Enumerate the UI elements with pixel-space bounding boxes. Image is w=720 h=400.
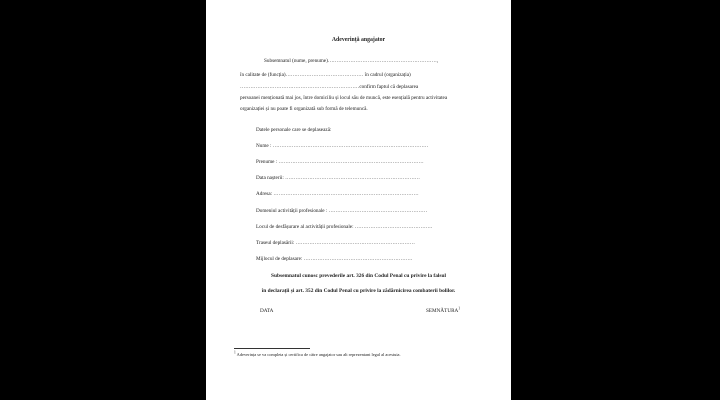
page-title: Adeverință angajator	[331, 37, 386, 43]
footnote-divider	[234, 348, 310, 349]
intro-line-3: ……………………………………………………………confirm faptul că deplasarea	[240, 84, 419, 90]
field-domeniul-activitatii: Domeniul activității profesionale : …………………………………………………	[256, 208, 428, 214]
declaration-line-1: Subsemnatul cunosc prevederile art. 326 din Codul Penal cu privire la falsul	[270, 273, 446, 279]
footnote-mark: 1	[234, 350, 236, 355]
signature-footnote-mark: 1	[458, 306, 461, 311]
field-adresa: Adresa: …………………………………………………………………………	[256, 191, 419, 197]
document-page	[206, 0, 511, 400]
intro-line-1: Subsemnatul (nume, prenume)………………………………………………………,	[264, 58, 439, 64]
field-mijlocul: Mijlocul de deplasare: ………………………………………………………	[256, 256, 413, 262]
field-data-nasterii: Data nașterii: ……………………………………………………………………	[256, 175, 420, 181]
field-traseul: Traseul deplasării: ……………………………………………………………	[256, 240, 415, 246]
field-prenume: Prenume : …………………………………………………………………………	[256, 159, 424, 165]
date-label: DATA	[260, 308, 274, 314]
intro-line-4: persoanei menționată mai jos, între domiciliu și locul său de muncă, este esențială pentru activitatea	[240, 95, 448, 101]
declaration-line-2: în declarații și art. 352 din Codul Penal cu privire la zădărnicirea combaterii bolilor.	[261, 288, 456, 294]
field-nume: Nume : ………………………………………………………………………………	[256, 143, 429, 149]
field-locul-desfasurare: Locul de desfășurare al activității profesionale: ………………………………………	[256, 224, 433, 230]
intro-line-2: în calitate de (funcția)……………………………………… în cadrul (organizația)	[240, 72, 411, 78]
signature-label: SEMNĂTURA$^1$	[426, 306, 461, 314]
personal-data-header: Datele personale care se deplasează:	[256, 127, 332, 133]
intro-line-5: organizației și nu poate fi organizată sub formă de telemuncă.	[240, 106, 368, 112]
footnote: $^1$ Adeverința se va completa și certifica de către angajator sau alt reprezentant legal al acestuia.	[234, 350, 401, 357]
